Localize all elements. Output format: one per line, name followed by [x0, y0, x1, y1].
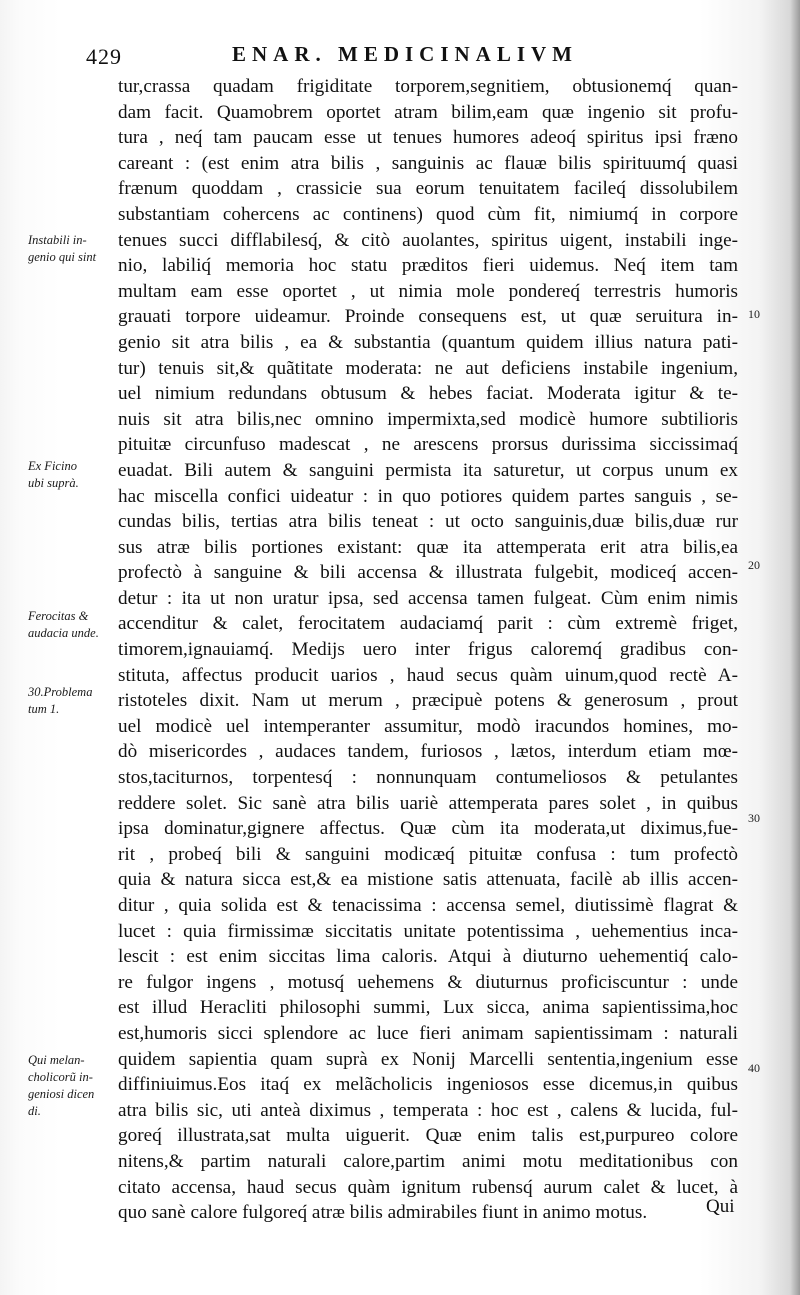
marginal-note-line: cholicorũ in-	[28, 1070, 93, 1084]
main-text-block	[118, 74, 738, 1226]
text-line: tur) tenuis sit,& quãtitate moderata: ne aut deficiens instabile ingenium,	[118, 357, 738, 379]
marginal-note-line: 30.Problema	[28, 685, 93, 699]
text-line: rit , probeq́ bili & sanguini modicæq́ pituitæ confusa : tum profectò	[118, 843, 738, 865]
line-number: 10	[748, 307, 760, 321]
text-line: dam facit. Quamobrem oportet atram bilim,eam quæ ingenio sit profu-	[118, 101, 738, 123]
text-line: genio sit atra bilis , ea & substantia (quantum quidem illius natura pati-	[118, 331, 738, 353]
text-line: goreq́ illustrata,sat multa uiguerit. Quæ enim talis est,purpureo colore	[118, 1125, 738, 1147]
text-line: nio, labiliq́ memoria hoc statu præditos fieri uidemus. Neq́ item tam	[118, 255, 738, 277]
text-line: lucet : quia firmissimæ siccitatis unitate potentissima , uehementius inca-	[118, 920, 738, 942]
text-line: accenditur & calet, ferocitatem audaciamq́ parit : cùm extremè friget,	[118, 613, 738, 635]
marginal-note	[28, 232, 120, 266]
text-line: tenues succi difflabilesq́, & citò auolantes, spiritus uigent, instabili inge-	[118, 229, 738, 251]
text-line: stituta, affectus producit uarios , haud secus quàm uinum,quod rectè A-	[118, 664, 738, 686]
folio-number: 429	[86, 44, 122, 69]
text-line: grauati torpore uideamur. Proinde consequens est, ut quæ seruitura in-	[118, 306, 738, 328]
marginal-note-line: audacia unde.	[28, 626, 99, 640]
text-line: profectò à sanguine & bili accensa & illustrata fulgebit, modiceq́ accen-	[118, 562, 738, 584]
text-line: tura , neq́ tam paucam esse ut tenues humores adeoq́ spiritus ipsi fræno	[118, 127, 738, 149]
catchword: Qui	[706, 1196, 735, 1217]
text-line: uel nimium redundans obtusum & hebes faciat. Moderata igitur & te-	[118, 383, 738, 405]
marginal-note-line: geniosi dicen	[28, 1087, 95, 1101]
text-line: stos,taciturnos, torpentesq́ : nonnunquam contumeliosos & petulantes	[118, 767, 738, 789]
text-line: uel modicè uel intemperanter assumitur, modò iracundos homines, mo-	[118, 715, 738, 737]
text-line: quidem sapientia quam suprà ex Nonij Marcelli sententia,ingenium esse	[118, 1048, 738, 1070]
text-line: detur : ita ut non uratur ipsa, sed accensa tamen fulgeat. Cùm enim nimis	[118, 587, 738, 609]
text-line: euadat. Bili autem & sanguini permista ita saturetur, ut corpus unum ex	[118, 459, 738, 481]
text-line: timorem,ignauiamq́. Medijs uero inter frigus caloremq́ gradibus con-	[118, 639, 738, 661]
text-line: re fulgor ingens , motusq́ uehemens & diuturnus proficiscuntur : unde	[118, 971, 738, 993]
text-line: ditur , quia solida est & tenacissima : accensa semel, diutissimè flagrat &	[118, 895, 738, 916]
marginal-note-line: genio qui sint	[28, 250, 97, 264]
text-line: careant : (est enim atra bilis , sanguinis ac flauæ bilis spirituumq́ quasi	[118, 152, 738, 174]
marginal-note-line: ubi suprà.	[28, 476, 79, 490]
text-line: substantiam cohercens ac continens) quod cùm fit, nimiumq́ in corpore	[118, 203, 738, 225]
text-line: est illud Heracliti philosophi summi, Lux sicca, anima sapientissima,hoc	[118, 997, 738, 1019]
text-line: atra bilis sic, uti anteà diximus , temperata : hoc est , calens & lucida, ful-	[118, 1099, 738, 1121]
marginal-note	[28, 608, 120, 642]
text-line: reddere solet. Sic sanè atra bilis uariè attemperata pares solet , in quibus	[118, 792, 738, 814]
text-line: tur,crassa quadam frigiditate torporem,segnitiem, obtusionemq́ quan-	[118, 76, 738, 97]
marginal-note-line: Ex Ficino	[28, 459, 77, 473]
text-line: dò misericordes , audaces tandem, furiosos , lætos, interdum etiam mœ-	[118, 741, 738, 763]
marginal-note-line: Qui melan-	[28, 1053, 85, 1067]
text-line: quia & natura sicca est,& ea mistione satis attenuata, facilè ab illis accen-	[118, 869, 738, 891]
text-line: quo sanè calore fulgoreq́ atræ bilis admirabiles fiunt in animo motus.	[118, 1202, 648, 1224]
text-line: hac miscella confici uideatur : in quo potiores quidem partes sanguis , se-	[118, 485, 738, 507]
text-line: cundas bilis, tertias atra bilis teneat : ut octo sanguinis,duæ bilis,duæ rur	[118, 511, 738, 533]
text-line: ristoteles dixit. Nam ut merum , præcipuè potens & generosum , prout	[118, 690, 738, 712]
marginal-note-line: di.	[28, 1104, 41, 1118]
marginal-note	[28, 684, 120, 718]
marginal-note-line: Instabili in-	[28, 233, 87, 247]
text-line: pituitæ circunfuso madescat , ne arescens prorsus durissima siccissimaq́	[118, 434, 738, 456]
marginal-note-line: Ferocitas &	[28, 609, 89, 623]
text-line: nuis sit atra bilis,nec omnino impermixta,sed modicè humore subtilioris	[118, 408, 738, 430]
text-line: lescit : est enim siccitas lima caloris. Atqui à diuturno uehementiq́ calo-	[118, 946, 738, 968]
text-line: nitens,& partim naturali calore,partim animi motu meditationibus con	[118, 1150, 738, 1172]
marginal-note	[28, 1052, 120, 1120]
text-line: est,humoris sicci splendore ac luce fieri animam sapientissimam : naturali	[118, 1022, 738, 1044]
text-line: multam eam esse oportet , ut nimia mole pondereq́ terrestris humoris	[118, 280, 738, 302]
marginal-note	[28, 458, 120, 492]
line-number: 40	[748, 1061, 760, 1075]
text-line: sus atræ bilis portiones existant: quæ ita attemperata erit atra bilis,ea	[118, 536, 738, 558]
text-line: citato accensa, haud secus quàm ignitum rubensq́ aurum calet & lucet, à	[118, 1176, 738, 1198]
running-title: ENAR. MEDICINALIVM	[232, 42, 579, 66]
line-number: 20	[748, 558, 760, 572]
marginal-note-line: tum 1.	[28, 702, 60, 716]
line-number: 30	[748, 811, 760, 825]
text-line: diffiniuimus.Eos itaq́ ex melãcholicis ingeniosos esse dicemus,in quibus	[118, 1074, 738, 1096]
text-line: ipsa dominatur,gignere affectus. Quæ cùm ita moderata,ut diximus,fue-	[118, 818, 738, 840]
text-line: frænum quoddam , crassicie sua eorum tenuitatem facileq́ dissolubilem	[118, 178, 738, 200]
